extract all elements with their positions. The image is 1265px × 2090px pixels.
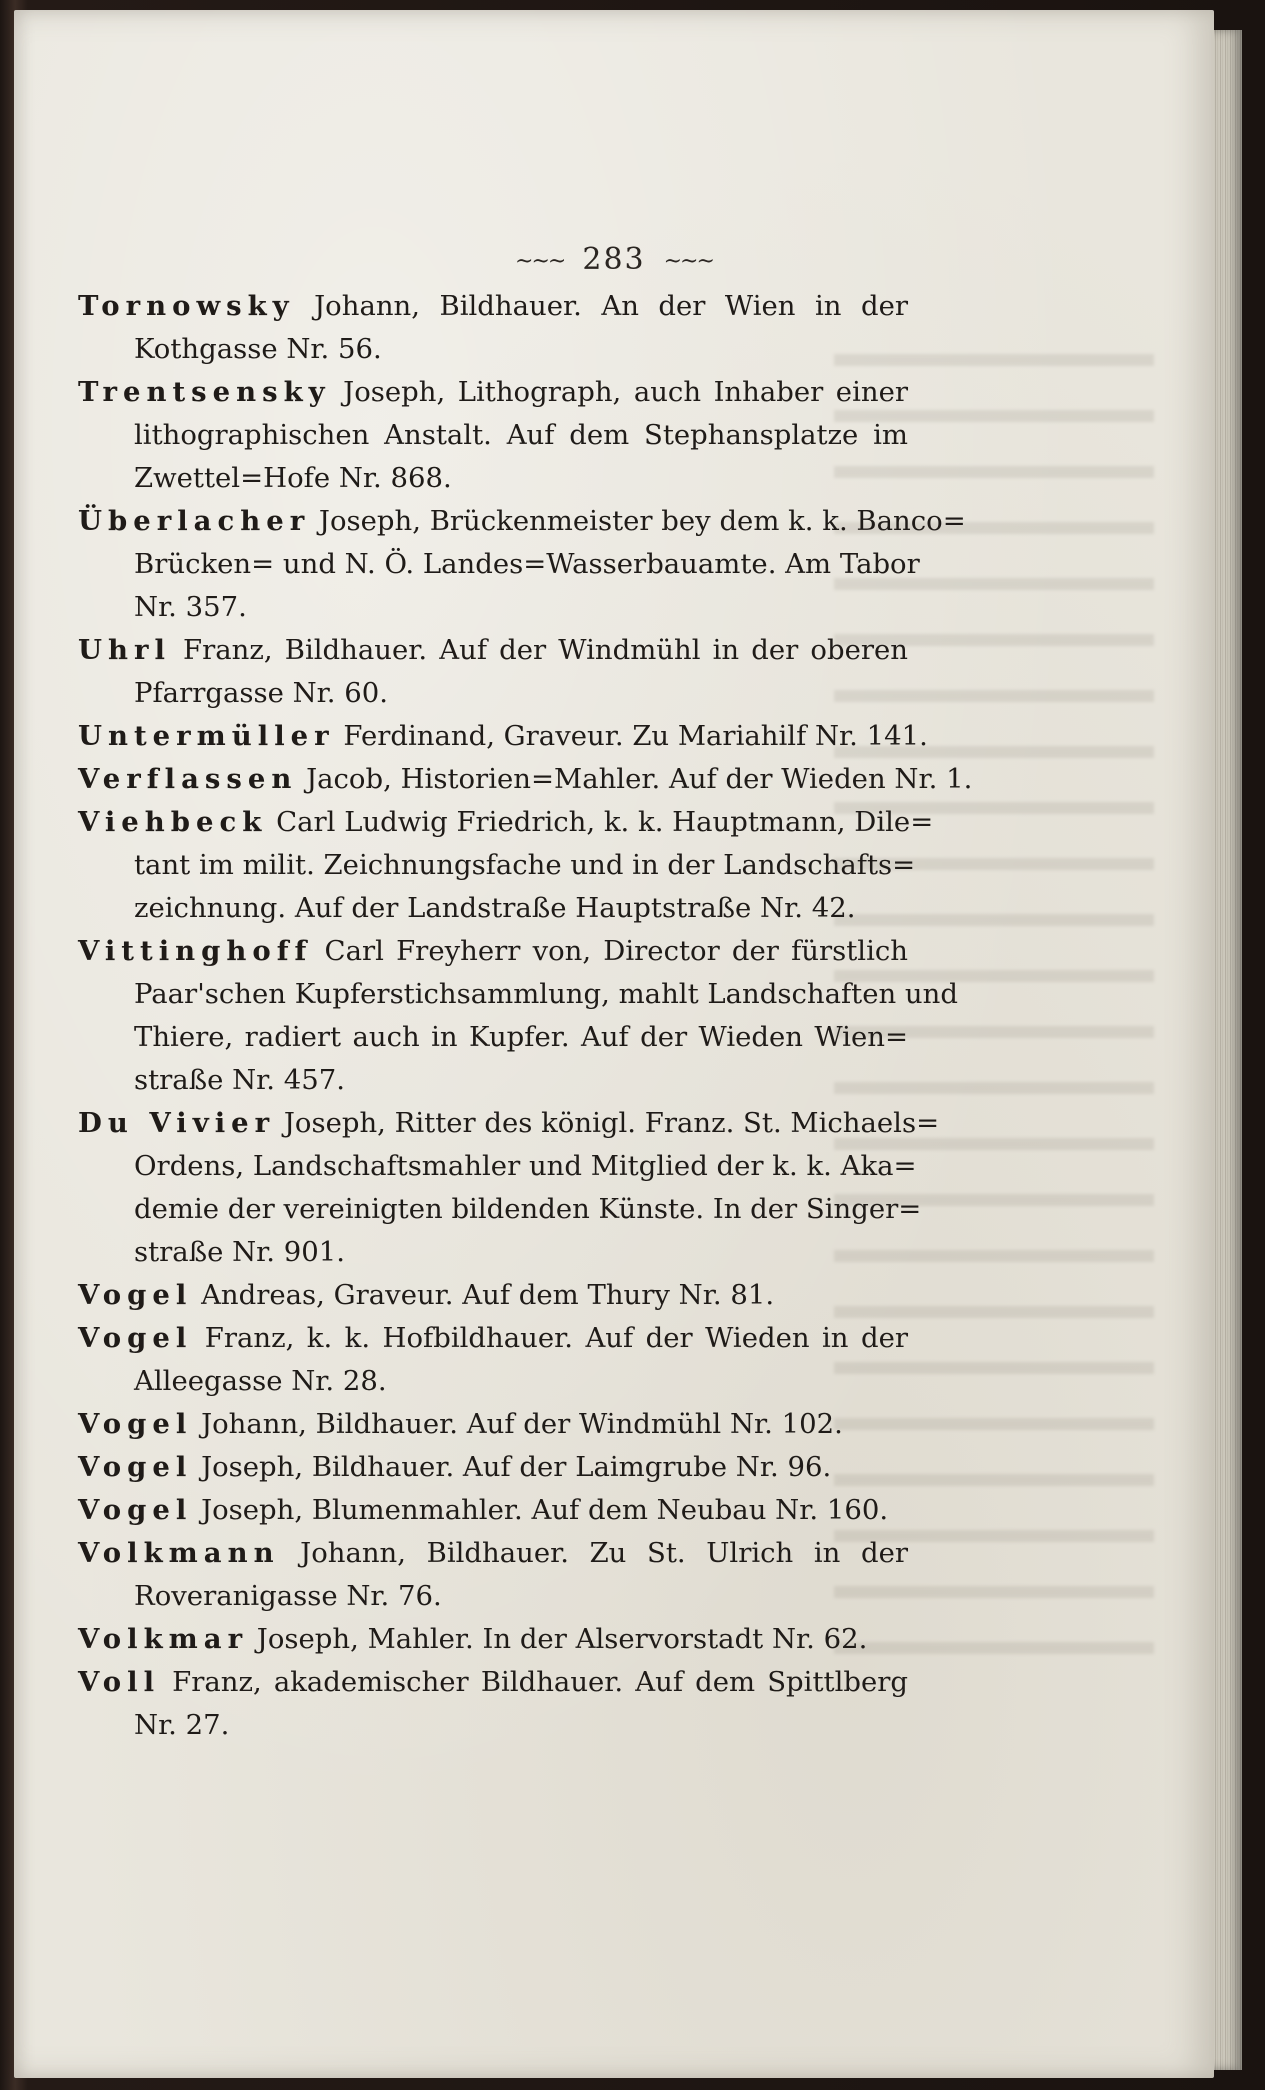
directory-entry xyxy=(78,930,958,1102)
entry-continuation-line xyxy=(78,586,908,629)
entry-first-line xyxy=(78,1274,908,1317)
entry-continuation-line xyxy=(78,328,908,371)
entry-surname: Uhrl xyxy=(78,634,171,666)
directory-entry xyxy=(78,1317,908,1403)
header-ornament-right: ~~~ xyxy=(663,248,713,274)
entry-first-line xyxy=(78,285,908,328)
entry-text: Paar'schen Kupferstichsammlung, mahlt Landschaften und xyxy=(134,978,958,1010)
entry-continuation-line xyxy=(78,672,908,715)
entry-text: Roveranigasse Nr. 76. xyxy=(134,1580,442,1612)
entry-text: Johann, Bildhauer. An der Wien in der xyxy=(294,290,908,322)
entry-surname: Vogel xyxy=(78,1279,193,1311)
entry-first-line xyxy=(78,1403,908,1446)
entry-text: Brücken= und N. Ö. Landes=Wasserbauamte. Am Tabor xyxy=(134,548,920,580)
entry-continuation-line xyxy=(78,1016,908,1059)
entry-text: Franz, akademischer Bildhauer. Auf dem Spittlberg xyxy=(160,1666,908,1698)
entry-continuation-line xyxy=(78,1059,908,1102)
entry-first-line xyxy=(78,1489,908,1532)
entry-first-line xyxy=(78,801,934,844)
entry-continuation-line xyxy=(78,414,908,457)
entry-first-line xyxy=(78,1618,908,1661)
entry-first-line xyxy=(78,629,908,672)
entry-surname: Viehbeck xyxy=(78,806,268,838)
entry-text: Ordens, Landschaftsmahler und Mitglied der k. k. Aka= xyxy=(134,1150,917,1182)
entry-first-line xyxy=(78,758,973,801)
directory-entry xyxy=(78,801,934,930)
entry-text: zeichnung. Auf der Landstraße Hauptstraße Nr. 42. xyxy=(134,892,856,924)
entry-first-line xyxy=(78,500,966,543)
entry-first-line xyxy=(78,1446,908,1489)
entry-text: Ferdinand, Graveur. Zu Mariahilf Nr. 141. xyxy=(334,720,928,752)
entry-surname: Vogel xyxy=(78,1322,193,1354)
entry-continuation-line xyxy=(78,973,958,1016)
entry-continuation-line xyxy=(78,1145,917,1188)
entry-text: straße Nr. 901. xyxy=(134,1236,345,1268)
entry-text: Joseph, Bildhauer. Auf der Laimgrube Nr. 96. xyxy=(192,1451,832,1483)
entry-surname: Tornowsky xyxy=(78,290,295,322)
entry-text: Carl Freyherr von, Director der fürstlich xyxy=(312,935,908,967)
directory-entry xyxy=(78,1661,908,1747)
entry-first-line xyxy=(78,715,928,758)
entry-continuation-line xyxy=(78,1360,908,1403)
entry-text: Joseph, Lithograph, auch Inhaber einer xyxy=(330,376,908,408)
directory-entry xyxy=(78,1618,908,1661)
entry-first-line xyxy=(78,930,908,973)
entry-text: Thiere, radiert auch in Kupfer. Auf der Wieden Wien= xyxy=(134,1021,908,1053)
directory-entry xyxy=(78,371,908,500)
entry-continuation-line xyxy=(78,1575,908,1618)
entry-text: Franz, Bildhauer. Auf der Windmühl in der oberen xyxy=(170,634,908,666)
entry-first-line xyxy=(78,1317,908,1360)
directory-entry xyxy=(78,1102,940,1274)
entry-surname: Überlacher xyxy=(78,505,311,537)
entry-text: Pfarrgasse Nr. 60. xyxy=(134,677,389,709)
directory-entry xyxy=(78,758,973,801)
entry-text: Jacob, Historien=Mahler. Auf der Wieden Nr. 1. xyxy=(297,763,973,795)
entry-text: straße Nr. 457. xyxy=(134,1064,345,1096)
entry-text: Johann, Bildhauer. Zu St. Ulrich in der xyxy=(279,1537,908,1569)
entry-continuation-line xyxy=(78,1231,908,1274)
entry-text: demie der vereinigten bildenden Künste. In der Singer= xyxy=(134,1193,922,1225)
entry-text: lithographischen Anstalt. Auf dem Stephansplatze im xyxy=(134,419,908,451)
entry-continuation-line xyxy=(78,887,908,930)
entry-continuation-line xyxy=(78,457,908,500)
page-header xyxy=(14,242,1214,277)
entry-continuation-line xyxy=(78,1188,922,1231)
entry-text: Carl Ludwig Friedrich, k. k. Hauptmann, Dile= xyxy=(267,806,934,838)
entry-surname: Verflassen xyxy=(78,763,298,795)
directory-entry xyxy=(78,500,966,629)
entry-text: Zwettel=Hofe Nr. 868. xyxy=(134,462,452,494)
entry-surname: Volkmar xyxy=(78,1623,249,1655)
directory-entry xyxy=(78,285,908,371)
page-number: 283 xyxy=(582,242,646,277)
entry-surname: Vogel xyxy=(78,1408,193,1440)
directory-entry xyxy=(78,1489,908,1532)
directory-entry xyxy=(78,1532,908,1618)
entry-surname: Untermüller xyxy=(78,720,335,752)
entry-text: Nr. 27. xyxy=(134,1709,230,1741)
entry-text: Joseph, Mahler. In der Alservorstadt Nr. 62. xyxy=(248,1623,868,1655)
entry-text: Nr. 357. xyxy=(134,591,247,623)
directory-entries xyxy=(78,285,973,1747)
entry-continuation-line xyxy=(78,1704,908,1747)
entry-first-line xyxy=(78,371,908,414)
entry-text: tant im milit. Zeichnungsfache und in der Landschafts= xyxy=(134,849,916,881)
book-page xyxy=(14,10,1214,2078)
entry-text: Joseph, Blumenmahler. Auf dem Neubau Nr. 160. xyxy=(192,1494,889,1526)
entry-text: Joseph, Ritter des königl. Franz. St. Michaels= xyxy=(275,1107,940,1139)
entry-continuation-line xyxy=(78,543,920,586)
entry-text: Alleegasse Nr. 28. xyxy=(134,1365,387,1397)
entry-surname: Vogel xyxy=(78,1494,193,1526)
header-ornament-left: ~~~ xyxy=(515,248,565,274)
entry-text: Andreas, Graveur. Auf dem Thury Nr. 81. xyxy=(192,1279,775,1311)
entry-first-line xyxy=(78,1661,908,1704)
entry-surname: Voll xyxy=(78,1666,161,1698)
directory-entry xyxy=(78,1446,908,1489)
directory-entry xyxy=(78,629,908,715)
entry-text: Johann, Bildhauer. Auf der Windmühl Nr. 102. xyxy=(192,1408,843,1440)
entry-surname: Vogel xyxy=(78,1451,193,1483)
entry-text: Joseph, Brückenmeister bey dem k. k. Banco= xyxy=(310,505,966,537)
entry-surname: Du Vivier xyxy=(78,1107,276,1139)
entry-surname: Volkmann xyxy=(78,1537,280,1569)
directory-entry xyxy=(78,1274,908,1317)
entry-first-line xyxy=(78,1102,940,1145)
entry-text: Kothgasse Nr. 56. xyxy=(134,333,382,365)
entry-surname: Trentsensky xyxy=(78,376,331,408)
directory-entry xyxy=(78,1403,908,1446)
entry-text: Franz, k. k. Hofbildhauer. Auf der Wieden in der xyxy=(192,1322,908,1354)
entry-surname: Vittinghoff xyxy=(78,935,313,967)
entry-first-line xyxy=(78,1532,908,1575)
directory-entry xyxy=(78,715,928,758)
entry-continuation-line xyxy=(78,844,916,887)
